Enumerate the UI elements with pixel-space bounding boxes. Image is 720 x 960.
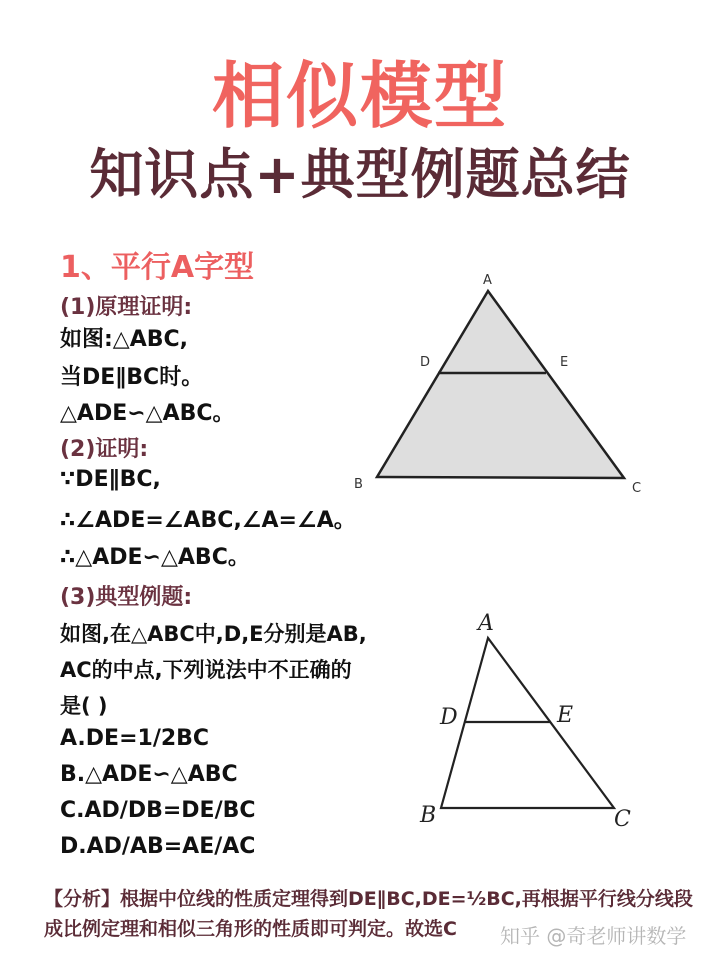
label-c: C xyxy=(614,807,631,832)
label-a: A xyxy=(478,611,494,636)
option-a: A.DE=1/2BC xyxy=(60,726,210,751)
label-e: E xyxy=(560,355,569,370)
page-subtitle: 知识点+典型例题总结 xyxy=(89,143,631,206)
proof-line: ∴∠ADE=∠ABC,∠A=∠A。 xyxy=(60,508,356,533)
principle-line: △ADE∽△ABC。 xyxy=(60,401,235,426)
principle-line: 如图:△ABC, xyxy=(60,327,189,352)
example-line: AC的中点,下列说法中不正确的 xyxy=(60,658,352,682)
label-c: C xyxy=(632,481,642,496)
figure-triangle-shaded xyxy=(340,262,670,502)
label-b: B xyxy=(354,477,363,492)
option-d: D.AD/AB=AE/AC xyxy=(60,834,256,859)
option-b: B.△ADE∽△ABC xyxy=(60,762,238,787)
label-d: D xyxy=(420,355,431,370)
page-title: 相似模型 xyxy=(211,54,508,138)
analysis-text: 【分析】根据中位线的性质定理得到DE∥BC,DE=½BC,再根据平行线分线段成比例定理和相似三角形的性质即可判定。故选C xyxy=(44,888,693,940)
option-c: C.AD/DB=DE/BC xyxy=(60,798,256,823)
label-e: E xyxy=(557,703,574,728)
label-b: B xyxy=(420,803,437,828)
example-line: 是( ) xyxy=(60,694,108,718)
example-heading: (3)典型例题: xyxy=(60,585,193,610)
figure-triangle-example xyxy=(400,600,660,840)
example-line: 如图,在△ABC中,D,E分别是AB, xyxy=(60,622,367,646)
proof-heading: (2)证明: xyxy=(60,437,149,462)
principle-heading: (1)原理证明: xyxy=(60,295,193,320)
section-heading: 1、平行A字型 xyxy=(60,250,255,285)
proof-line: ∵DE∥BC, xyxy=(60,467,161,492)
proof-line: ∴△ADE∽△ABC。 xyxy=(60,545,250,570)
triangle-abc xyxy=(377,291,624,478)
principle-line: 当DE∥BC时。 xyxy=(60,365,204,390)
label-a: A xyxy=(483,273,492,288)
label-d: D xyxy=(440,705,458,730)
watermark: 知乎 @奇老师讲数学 xyxy=(500,924,687,948)
